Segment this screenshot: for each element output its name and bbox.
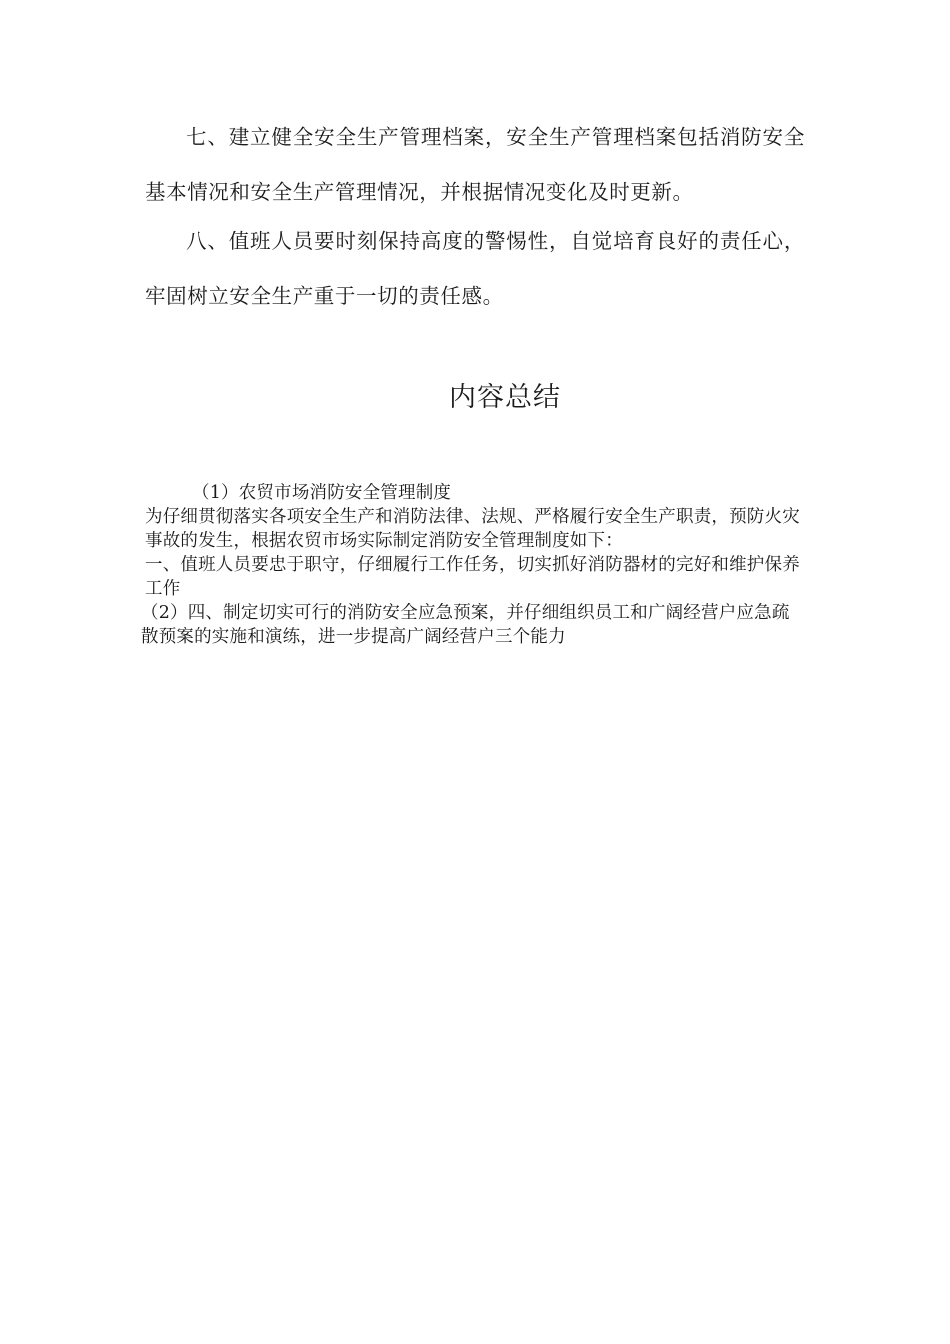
summary-item-two: （2）四、制定切实可行的消防安全应急预案，并仔细组织员工和广阔经营户应急疏散预案的实施和演练，进一步提高广阔经营户三个能力 — [141, 603, 790, 647]
summary-item-one: 一、值班人员要忠于职守，仔细履行工作任务，切实抓好消防器材的完好和维护保养工作 — [145, 555, 800, 599]
summary-title: 内容总结 — [449, 382, 561, 413]
paragraph-seven: 七、建立健全安全生产管理档案，安全生产管理档案包括消防安全基本情况和安全生产管理情况，并根据情况变化及时更新。 — [145, 125, 805, 204]
summary-intro: 为仔细贯彻落实各项安全生产和消防法律、法规、严格履行安全生产职责，预防火灾事故的发生，根据农贸市场实际制定消防安全管理制度如下： — [145, 507, 800, 551]
summary-heading: （1）农贸市场消防安全管理制度 — [192, 483, 452, 503]
paragraph-eight: 八、值班人员要时刻保持高度的警惕性，自觉培育良好的责任心，牢固树立安全生产重于一切的责任感。 — [145, 229, 805, 308]
summary-block — [141, 481, 805, 649]
